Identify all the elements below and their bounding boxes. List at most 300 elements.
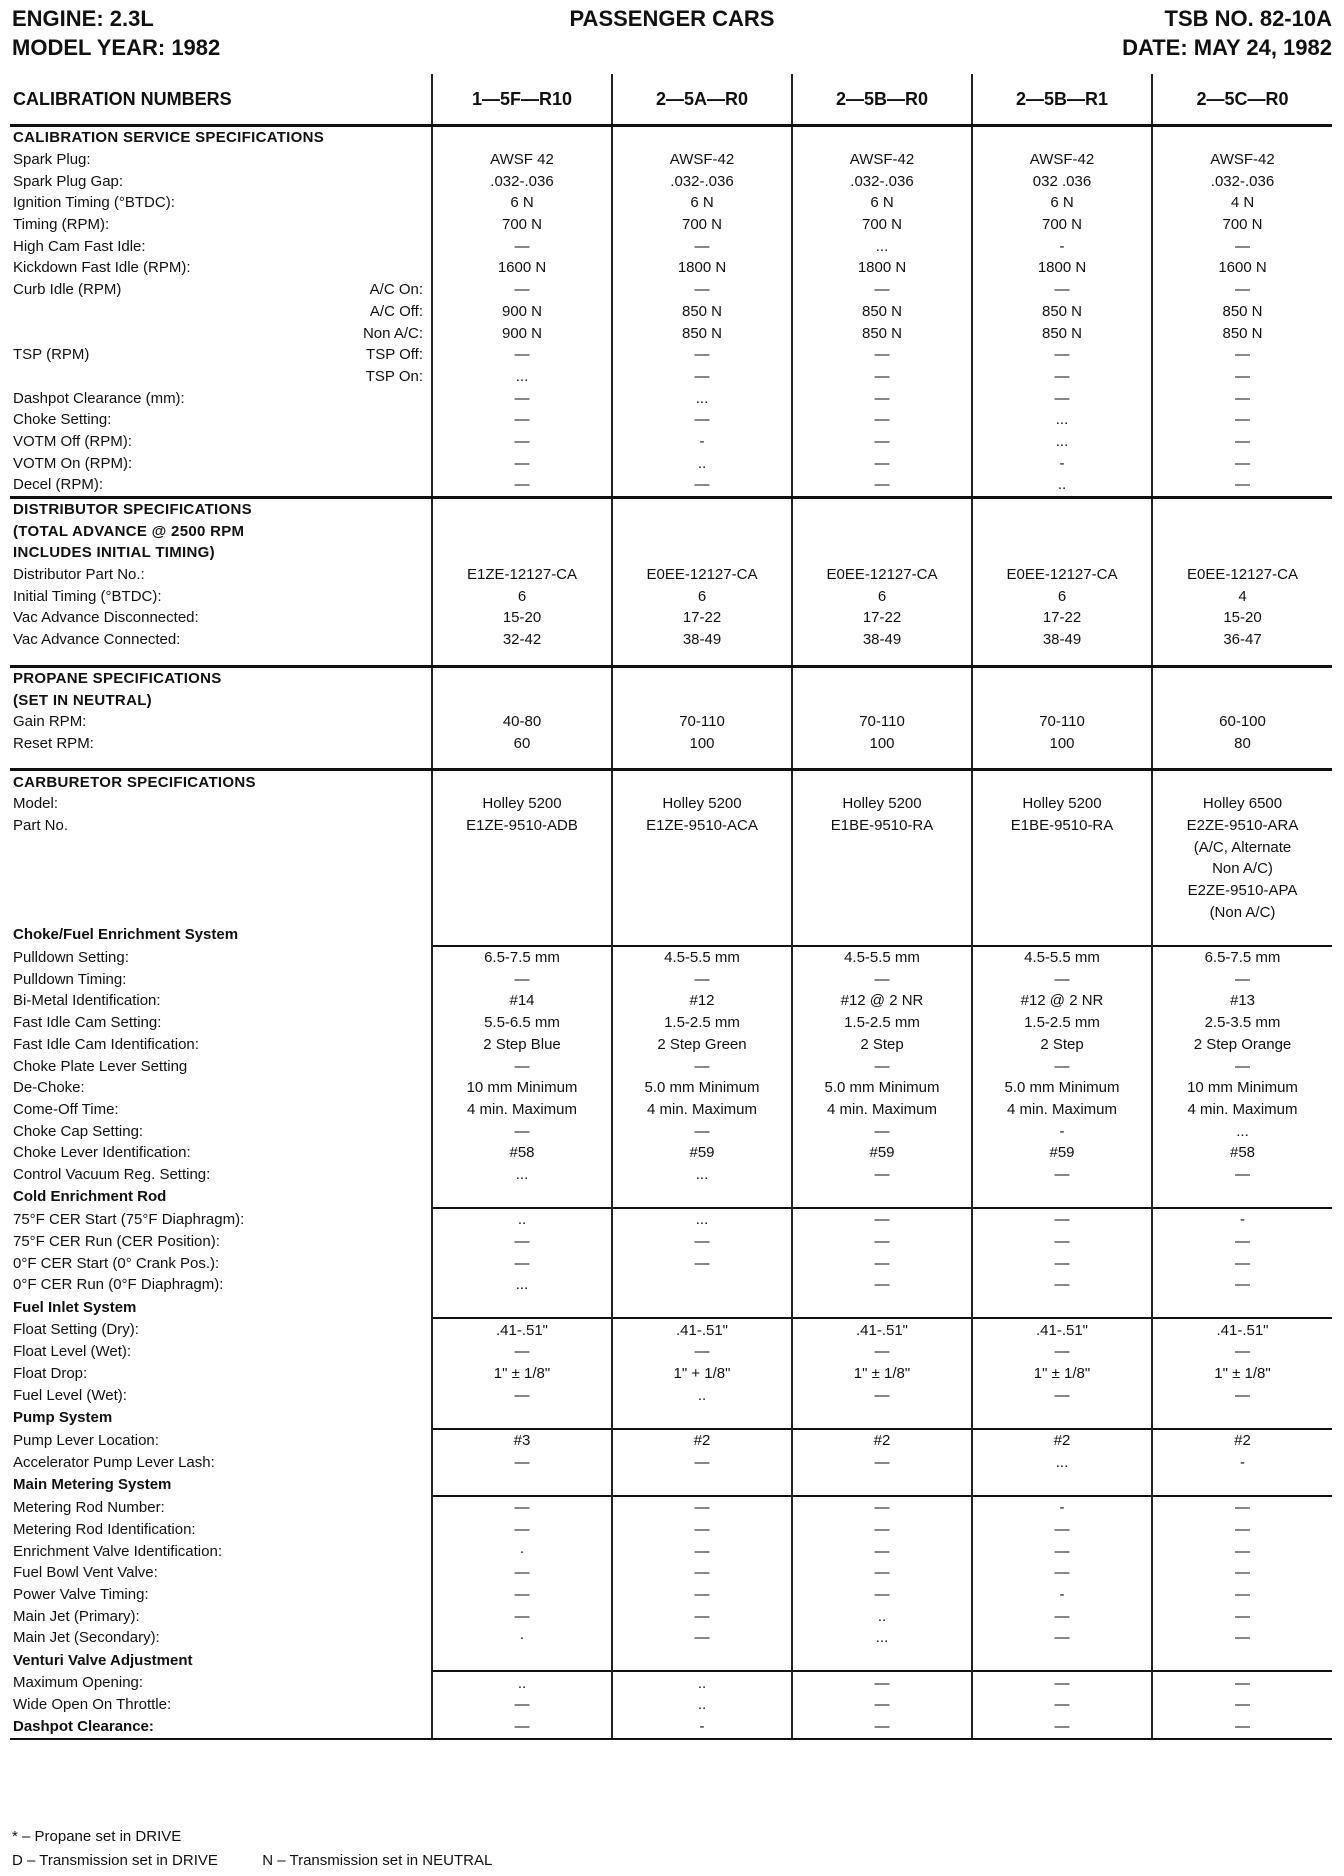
- spec-sublabel: [204, 149, 432, 171]
- spec-row: [10, 409, 1332, 431]
- spec-value: [972, 754, 1152, 770]
- spec-sublabel: [204, 880, 432, 902]
- spec-value: —: [432, 474, 612, 497]
- spec-label: Come-Off Time:: [13, 1100, 119, 1118]
- spec-value: 6.5-7.5 mm: [1152, 946, 1332, 969]
- spec-value: [1152, 770, 1332, 793]
- spec-row: [10, 1318, 1332, 1341]
- spec-value: [432, 497, 612, 520]
- spec-value: —: [972, 1562, 1152, 1584]
- spec-value: [432, 754, 612, 770]
- spec-label: Fast Idle Cam Setting:: [13, 1014, 162, 1032]
- spec-sublabel: [204, 1120, 432, 1142]
- spec-value: —: [792, 1055, 972, 1077]
- footnote-neutral: N – Transmission set in NEUTRAL: [262, 1852, 493, 1869]
- spec-value: [972, 542, 1152, 564]
- spec-value: [792, 1406, 972, 1429]
- spec-value: —: [792, 1562, 972, 1584]
- spec-value: [432, 1649, 612, 1672]
- spec-sublabel: [204, 1562, 432, 1584]
- spec-label: CARBURETOR SPECIFICATIONS: [10, 770, 204, 793]
- spec-value: —: [612, 1452, 792, 1474]
- spec-value: 6: [972, 585, 1152, 607]
- spec-value: —: [432, 452, 612, 474]
- spec-sublabel: [204, 1341, 432, 1363]
- spec-label: Gain RPM:: [13, 713, 87, 731]
- spec-sublabel: [204, 1185, 432, 1208]
- spec-value: —: [432, 1120, 612, 1142]
- spec-value: 100: [612, 733, 792, 755]
- spec-value: 4: [1152, 585, 1332, 607]
- spec-label: Decel (RPM):: [13, 476, 104, 494]
- spec-row: [10, 214, 1332, 236]
- spec-rows: [10, 126, 1332, 1739]
- section-heading-row: [10, 520, 1332, 542]
- spec-value: —: [432, 1605, 612, 1627]
- spec-value: E1ZE-9510-ACA: [612, 815, 792, 837]
- spec-row: [10, 1099, 1332, 1121]
- column-header-label: CALIBRATION NUMBERS: [10, 74, 432, 126]
- spec-value: (A/C, Alternate: [1152, 836, 1332, 858]
- spec-row: [10, 387, 1332, 409]
- section-heading-row: [10, 1406, 1332, 1429]
- spec-row: [10, 366, 1332, 388]
- spec-value: 032 .036: [972, 170, 1152, 192]
- spec-label: Choke/Fuel Enrichment System: [13, 925, 239, 943]
- spec-label: [10, 754, 204, 770]
- spec-value: .41-.51": [972, 1318, 1152, 1341]
- spec-value: 10 mm Minimum: [432, 1077, 612, 1099]
- spec-label: CALIBRATION SERVICE SPECIFICATIONS: [13, 129, 325, 147]
- spec-value: —: [612, 1562, 792, 1584]
- spec-row: [10, 880, 1332, 902]
- spec-row: [10, 149, 1332, 171]
- spec-value: 5.5-6.5 mm: [432, 1012, 612, 1034]
- spec-value: [432, 858, 612, 880]
- spec-value: [612, 520, 792, 542]
- spec-sublabel: [204, 1077, 432, 1099]
- spec-sublabel: [204, 1363, 432, 1385]
- spec-value: [612, 880, 792, 902]
- spec-label: Model:: [13, 795, 59, 813]
- spec-row: [10, 235, 1332, 257]
- spec-value: [792, 1185, 972, 1208]
- spec-value: 15-20: [432, 607, 612, 629]
- spec-value: —: [612, 1584, 792, 1606]
- spec-value: [972, 1185, 1152, 1208]
- spec-value: —: [1152, 474, 1332, 497]
- spec-value: 60-100: [1152, 711, 1332, 733]
- spec-sublabel: [204, 1473, 432, 1496]
- spec-sublabel: [204, 1671, 432, 1694]
- spec-value: —: [1152, 1519, 1332, 1541]
- spec-value: [1152, 1185, 1332, 1208]
- spec-value: .41-.51": [432, 1318, 612, 1341]
- spec-value: 6: [792, 585, 972, 607]
- spec-sublabel: [204, 629, 432, 651]
- spec-label: Choke Plate Lever Setting: [13, 1057, 188, 1075]
- calibration-column-header: 2—5C—R0: [1152, 74, 1332, 126]
- spec-row: [10, 1274, 1332, 1296]
- spec-value: [792, 497, 972, 520]
- spec-value: 38-49: [972, 629, 1152, 651]
- spec-row: [10, 1142, 1332, 1164]
- spec-label: [10, 880, 204, 902]
- spec-row: [10, 344, 1332, 366]
- spec-value: 1.5-2.5 mm: [612, 1012, 792, 1034]
- spec-value: —: [432, 968, 612, 990]
- section-heading-row: [10, 770, 1332, 793]
- spec-sublabel: [204, 666, 432, 689]
- spec-value: #12: [612, 990, 792, 1012]
- calibration-table-container: [10, 74, 1332, 1740]
- spec-value: -: [972, 235, 1152, 257]
- spec-label: Pulldown Timing:: [13, 970, 127, 988]
- spec-value: —: [792, 387, 972, 409]
- spec-value: —: [432, 431, 612, 453]
- calibration-table: [10, 74, 1332, 1740]
- spec-value: 1" + 1/8": [612, 1363, 792, 1385]
- spec-sublabel: [204, 607, 432, 629]
- spec-value: [612, 666, 792, 689]
- spec-value: 2 Step Orange: [1152, 1034, 1332, 1056]
- spec-value: 5.0 mm Minimum: [612, 1077, 792, 1099]
- tsb-block: [1122, 4, 1332, 62]
- spec-value: [792, 770, 972, 793]
- spec-value: —: [972, 1671, 1152, 1694]
- spec-value: .032-.036: [432, 170, 612, 192]
- spec-value: AWSF-42: [1152, 149, 1332, 171]
- spec-label: 0°F CER Run (0°F Diaphragm):: [13, 1276, 224, 1294]
- spec-label: Fuel Bowl Vent Valve:: [13, 1564, 158, 1582]
- spec-sublabel: [204, 1452, 432, 1474]
- spec-sublabel: [204, 257, 432, 279]
- spec-row: [10, 629, 1332, 651]
- spec-label: 0°F CER Start (0° Crank Pos.):: [13, 1254, 220, 1272]
- spec-value: -: [972, 452, 1152, 474]
- spec-row: [10, 452, 1332, 474]
- spec-value: [972, 858, 1152, 880]
- spec-value: [432, 923, 612, 946]
- spec-value: [612, 1649, 792, 1672]
- spec-sublabel: [204, 1385, 432, 1407]
- spec-value: —: [1152, 1562, 1332, 1584]
- spec-value: [432, 770, 612, 793]
- spec-sublabel: [204, 836, 432, 858]
- spec-value: —: [432, 1341, 612, 1363]
- spec-value: [972, 1473, 1152, 1496]
- spec-value: E0EE-12127-CA: [972, 564, 1152, 586]
- spec-sublabel: [204, 452, 432, 474]
- spec-value: [612, 858, 792, 880]
- spec-value: AWSF-42: [612, 149, 792, 171]
- spec-sublabel: [204, 1142, 432, 1164]
- spec-label: Main Metering System: [13, 1476, 172, 1494]
- spec-row: [10, 1605, 1332, 1627]
- spec-row: [10, 192, 1332, 214]
- spec-value: [612, 542, 792, 564]
- spec-value: —: [792, 1496, 972, 1519]
- spec-value: 5.0 mm Minimum: [972, 1077, 1152, 1099]
- spec-sublabel: A/C On:: [369, 281, 423, 299]
- spec-value: .41-.51": [792, 1318, 972, 1341]
- spec-sublabel: [204, 1055, 432, 1077]
- spec-value: ...: [432, 1164, 612, 1186]
- spec-value: 1" ± 1/8": [792, 1363, 972, 1385]
- spec-value: [612, 689, 792, 711]
- spec-value: .032-.036: [1152, 170, 1332, 192]
- spec-row: [10, 1540, 1332, 1562]
- spec-value: [972, 666, 1152, 689]
- spec-value: .032-.036: [792, 170, 972, 192]
- spec-value: [972, 520, 1152, 542]
- spec-value: 38-49: [792, 629, 972, 651]
- spec-value: [432, 1473, 612, 1496]
- spec-sublabel: [204, 387, 432, 409]
- spec-value: —: [432, 1519, 612, 1541]
- spec-value: [432, 901, 612, 923]
- spec-value: ...: [612, 387, 792, 409]
- spec-value: —: [612, 235, 792, 257]
- spec-value: AWSF 42: [432, 149, 612, 171]
- spec-value: —: [972, 279, 1152, 301]
- spec-value: [792, 651, 972, 667]
- spec-sublabel: [204, 235, 432, 257]
- spec-label: Control Vacuum Reg. Setting:: [13, 1165, 211, 1183]
- spec-sublabel: [204, 793, 432, 815]
- spec-row: [10, 1694, 1332, 1716]
- engine-label: ENGINE: 2.3L: [12, 6, 154, 31]
- spec-value: —: [432, 279, 612, 301]
- spec-value: [1152, 126, 1332, 149]
- spec-value: [792, 520, 972, 542]
- spec-value: —: [612, 1496, 792, 1519]
- spec-value: 2 Step Green: [612, 1034, 792, 1056]
- spec-value: -: [972, 1584, 1152, 1606]
- spec-sublabel: [204, 689, 432, 711]
- spec-sublabel: Non A/C:: [362, 324, 423, 342]
- spec-label: Choke Lever Identification:: [13, 1144, 191, 1162]
- spec-sublabel: [204, 192, 432, 214]
- spec-value: ..: [432, 1208, 612, 1231]
- spec-value: —: [432, 387, 612, 409]
- spec-value: 900 N: [432, 322, 612, 344]
- spec-value: [972, 1406, 1152, 1429]
- spec-value: —: [612, 279, 792, 301]
- spec-value: #3: [432, 1429, 612, 1452]
- spec-label: [10, 858, 204, 880]
- spec-row: [10, 1231, 1332, 1253]
- spec-value: —: [792, 1231, 972, 1253]
- spec-value: —: [792, 344, 972, 366]
- spec-value: —: [792, 1385, 972, 1407]
- spec-value: —: [792, 409, 972, 431]
- spec-value: —: [1152, 235, 1332, 257]
- spec-value: —: [612, 1120, 792, 1142]
- spec-value: —: [612, 366, 792, 388]
- spec-value: —: [792, 1716, 972, 1739]
- spec-value: [792, 754, 972, 770]
- spec-sublabel: [204, 431, 432, 453]
- spec-value: —: [1152, 1341, 1332, 1363]
- spec-value: —: [792, 1671, 972, 1694]
- spec-value: 2 Step: [972, 1034, 1152, 1056]
- spec-sublabel: [204, 1274, 432, 1296]
- spec-sublabel: [204, 651, 432, 667]
- spec-value: 15-20: [1152, 607, 1332, 629]
- spec-value: ...: [972, 1452, 1152, 1474]
- spec-value: -: [1152, 1208, 1332, 1231]
- spec-value: E1BE-9510-RA: [972, 815, 1152, 837]
- spec-value: —: [792, 474, 972, 497]
- spec-value: —: [612, 1341, 792, 1363]
- spec-sublabel: [204, 1496, 432, 1519]
- spec-value: 850 N: [612, 322, 792, 344]
- spec-row: [10, 815, 1332, 837]
- spec-sublabel: [204, 1584, 432, 1606]
- spec-value: —: [972, 1341, 1152, 1363]
- spec-label: Metering Rod Number:: [13, 1498, 165, 1516]
- spec-sublabel: [204, 1099, 432, 1121]
- spec-row: [10, 301, 1332, 323]
- spec-value: 70-110: [972, 711, 1152, 733]
- spec-value: Holley 5200: [972, 793, 1152, 815]
- spec-label: VOTM On (RPM):: [13, 454, 133, 472]
- spec-value: 70-110: [792, 711, 972, 733]
- spec-row: [10, 858, 1332, 880]
- spec-sublabel: [204, 1649, 432, 1672]
- spec-value: —: [612, 1605, 792, 1627]
- spec-value: [612, 1473, 792, 1496]
- spec-label: Dashpot Clearance:: [10, 1716, 204, 1739]
- spec-label: 75°F CER Start (75°F Diaphragm):: [13, 1210, 245, 1228]
- spec-row: [10, 1452, 1332, 1474]
- spec-value: —: [1152, 279, 1332, 301]
- spec-value: —: [972, 968, 1152, 990]
- spec-value: 6: [432, 585, 612, 607]
- spec-row: [10, 1627, 1332, 1649]
- spec-value: E2ZE-9510-ARA: [1152, 815, 1332, 837]
- spec-sublabel: [204, 170, 432, 192]
- spec-value: —: [612, 474, 792, 497]
- spec-sublabel: [204, 901, 432, 923]
- spec-value: —: [432, 1584, 612, 1606]
- spec-label: PROPANE SPECIFICATIONS: [10, 666, 204, 689]
- spec-value: [432, 651, 612, 667]
- spec-value: [432, 689, 612, 711]
- spec-value: —: [612, 1252, 792, 1274]
- spec-value: [972, 651, 1152, 667]
- spec-value: 36-47: [1152, 629, 1332, 651]
- spec-value: —: [432, 1694, 612, 1716]
- spec-value: —: [1152, 1496, 1332, 1519]
- spec-sublabel: [204, 1605, 432, 1627]
- spec-label: De-Choke:: [13, 1079, 85, 1097]
- spec-value: —: [432, 235, 612, 257]
- spec-value: —: [432, 1496, 612, 1519]
- spec-value: -: [972, 1496, 1152, 1519]
- spec-row: [10, 1363, 1332, 1385]
- spec-label: Cold Enrichment Rod: [13, 1188, 167, 1206]
- spec-value: 17-22: [792, 607, 972, 629]
- spec-label: Maximum Opening:: [13, 1674, 144, 1692]
- spec-value: Non A/C): [1152, 858, 1332, 880]
- spec-value: —: [432, 409, 612, 431]
- spec-value: ..: [612, 1385, 792, 1407]
- spec-value: —: [972, 1605, 1152, 1627]
- spec-value: 32-42: [432, 629, 612, 651]
- spec-value: —: [1152, 366, 1332, 388]
- spec-label: Spark Plug:: [13, 151, 91, 169]
- spec-value: 6: [612, 585, 792, 607]
- spec-label: 75°F CER Run (CER Position):: [13, 1233, 220, 1251]
- spec-value: 6 N: [432, 192, 612, 214]
- spec-value: 4 min. Maximum: [972, 1099, 1152, 1121]
- spec-label: Main Jet (Secondary):: [13, 1629, 160, 1647]
- spec-sublabel: [204, 1296, 432, 1319]
- spec-value: 1800 N: [792, 257, 972, 279]
- spec-sublabel: [204, 1716, 432, 1739]
- spec-value: —: [1152, 1231, 1332, 1253]
- spec-value: [432, 1185, 612, 1208]
- section-heading-row: [10, 1185, 1332, 1208]
- spec-value: [792, 542, 972, 564]
- spec-label: Timing (RPM):: [13, 216, 110, 234]
- spec-value: ...: [612, 1164, 792, 1186]
- spec-value: —: [1152, 1252, 1332, 1274]
- spec-label: Distributor Part No.:: [13, 566, 145, 584]
- spec-value: —: [792, 1519, 972, 1541]
- spec-value: 4.5-5.5 mm: [612, 946, 792, 969]
- spec-value: —: [612, 1519, 792, 1541]
- spec-sublabel: [204, 1406, 432, 1429]
- calibration-column-header: 2—5B—R1: [972, 74, 1152, 126]
- spec-value: —: [972, 1208, 1152, 1231]
- spec-value: #59: [792, 1142, 972, 1164]
- spec-row: [10, 431, 1332, 453]
- spec-row: [10, 1252, 1332, 1274]
- spec-sublabel: [204, 711, 432, 733]
- spec-label: [10, 901, 204, 923]
- spec-label: VOTM Off (RPM):: [13, 432, 132, 450]
- spec-value: 4 min. Maximum: [612, 1099, 792, 1121]
- spec-value: —: [972, 1055, 1152, 1077]
- spec-row: [10, 711, 1332, 733]
- spec-value: [972, 1649, 1152, 1672]
- spec-value: 700 N: [612, 214, 792, 236]
- column-header-row: [10, 74, 1332, 126]
- section-heading-row: [10, 1296, 1332, 1319]
- spec-value: —: [972, 387, 1152, 409]
- spec-label: Float Drop:: [13, 1365, 88, 1383]
- spec-label: Power Valve Timing:: [13, 1586, 149, 1604]
- spec-value: [1152, 923, 1332, 946]
- spec-value: [1152, 1473, 1332, 1496]
- spec-value: 850 N: [792, 322, 972, 344]
- calibration-column-header: 2—5B—R0: [792, 74, 972, 126]
- spec-value: E1ZE-12127-CA: [432, 564, 612, 586]
- spec-value: —: [1152, 1164, 1332, 1186]
- spec-value: —: [432, 1716, 612, 1739]
- spec-value: ...: [1152, 1120, 1332, 1142]
- spec-value: 1" ± 1/8": [972, 1363, 1152, 1385]
- spec-label: Bi-Metal Identification:: [13, 992, 161, 1010]
- spec-value: ...: [792, 235, 972, 257]
- spec-value: —: [972, 1231, 1152, 1253]
- spec-sublabel: A/C Off:: [369, 302, 423, 320]
- spec-value: [1152, 666, 1332, 689]
- spec-value: [612, 1406, 792, 1429]
